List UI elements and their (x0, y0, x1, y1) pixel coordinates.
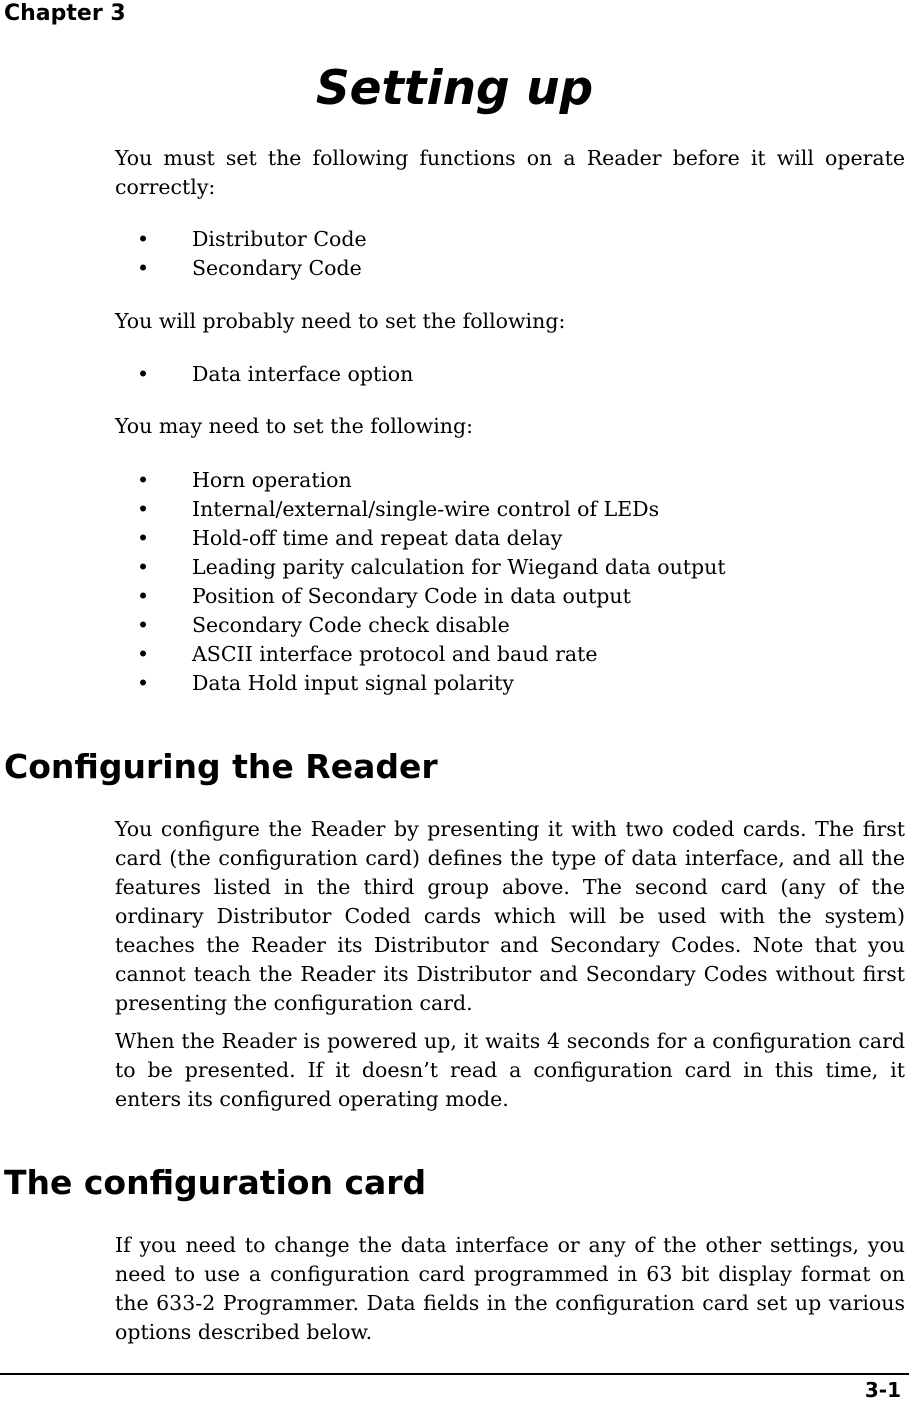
chapter-label: Chapter 3 (4, 1, 126, 26)
list-item: • Hold-off time and repeat data delay (115, 524, 905, 553)
page-title: Setting up (315, 61, 594, 116)
bullet-icon: • (137, 526, 150, 550)
list-item: • Secondary Code (115, 254, 905, 283)
may-paragraph: You may need to set the following: (115, 414, 473, 438)
list-item: • Distributor Code (115, 225, 905, 254)
list-item: • ASCII interface protocol and baud rate (115, 640, 905, 669)
list-item: • Leading parity calculation for Wiegand data output (115, 553, 905, 582)
page-number: 3-1 (864, 1378, 901, 1402)
list-item: • Secondary Code check disable (115, 611, 905, 640)
may-list (115, 466, 905, 698)
bullet-icon: • (137, 671, 150, 695)
probably-list (115, 360, 905, 389)
list-item: • Internal/external/single-wire control of LEDs (115, 495, 905, 524)
bullet-icon: • (137, 555, 150, 579)
list-item: • Position of Secondary Code in data output (115, 582, 905, 611)
bullet-icon: • (137, 642, 150, 666)
must-set-paragraph: You must set the following functions on a Reader before it will operate correctly: (115, 146, 905, 199)
bullet-icon: • (137, 497, 150, 521)
bullet-icon: • (137, 362, 150, 386)
list-item: • Data Hold input signal polarity (115, 669, 905, 698)
list-item: • Data interface option (115, 360, 905, 389)
bullet-icon: • (137, 227, 150, 251)
footer-rule (0, 1373, 909, 1375)
configuring-paragraph-1: You configure the Reader by presenting it with two coded cards. The first card (the configuration card) defines the type of data interface, and all the features listed in the third group above. The second card (any of the ordinary Distributor Coded cards which will be used with the system) teaches the Reader its Distributor and Secondary Codes. Note that you cannot teach the Reader its Distributor and Secondary Codes without first presenting the configuration card. (115, 817, 905, 1015)
list-item: • Horn operation (115, 466, 905, 495)
configuring-heading: Configuring the Reader (4, 747, 438, 786)
configuring-paragraph-2: When the Reader is powered up, it waits 4 seconds for a configuration card to be presented. If it doesn’t read a configuration card in this time, it enters its configured operating mode. (115, 1029, 905, 1111)
bullet-icon: • (137, 256, 150, 280)
bullet-icon: • (137, 584, 150, 608)
config-card-paragraph-1: If you need to change the data interface or any of the other settings, you need to use a configuration card programmed in 63 bit display format on the 633-2 Programmer. Data fields in the configuration card set up various options described below. (115, 1233, 905, 1344)
probably-paragraph: You will probably need to set the following: (115, 309, 566, 333)
bullet-icon: • (137, 468, 150, 492)
bullet-icon: • (137, 613, 150, 637)
must-set-list (115, 225, 905, 283)
config-card-heading: The configuration card (4, 1163, 427, 1202)
